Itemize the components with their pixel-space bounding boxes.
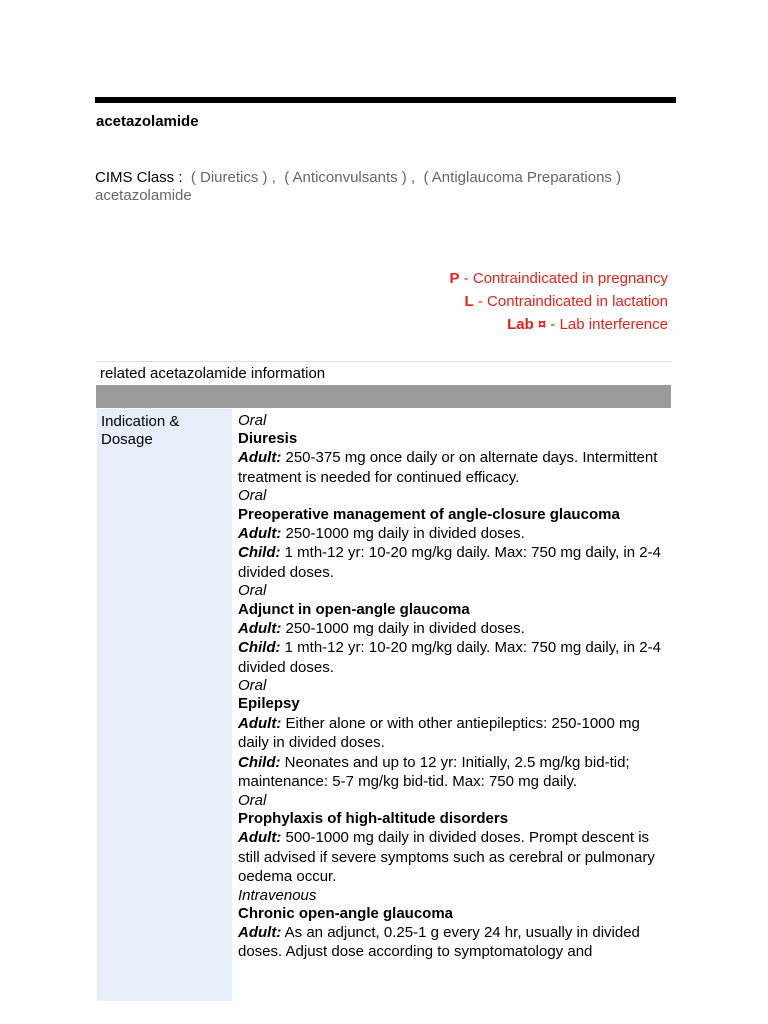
dosage-paragraph [238,543,668,582]
contraindication-legend [450,269,668,338]
dosage-text: 250-1000 mg daily in divided doses. [281,619,525,637]
class-link-diuretics[interactable]: ( Diuretics ) [190,169,268,186]
dosage-paragraph [238,828,668,887]
dosage-block [238,677,668,791]
population-label: Child: [238,544,281,562]
legend-key: Lab ¤ [507,316,547,333]
legend-pregnancy [450,269,668,292]
dosage-block [238,582,668,677]
route-label: Oral [238,791,267,809]
class-link-anticonvulsants[interactable]: ( Anticonvulsants ) [284,169,407,186]
dosage-text: 250-1000 mg daily in divided doses. [281,524,525,542]
dosage-paragraph [238,638,668,677]
population-label: Adult: [238,449,282,467]
indication-heading: Adjunct in open-angle glaucoma [238,600,470,618]
population-label: Adult: [238,714,282,732]
class-separator: , [406,169,416,186]
population-label: Adult: [238,829,282,847]
population-label: Child: [238,753,281,771]
dosage-text: 1 mth-12 yr: 10-20 mg/kg daily. Max: 750 mg daily, in 2-4 divided doses. [238,639,661,676]
indication-heading: Prophylaxis of high-altitude disorders [238,809,509,827]
route-label: Oral [238,412,267,429]
dosage-block [238,412,668,487]
indication-heading: Epilepsy [238,695,300,713]
legend-lactation [450,292,668,315]
route-label: Oral [238,487,267,505]
top-rule [95,97,676,103]
dosage-text: 500-1000 mg daily in divided doses. Prompt descent is still advised if severe symptoms such as cerebral or pulmonary oedema occur. [238,829,655,886]
population-label: Adult: [238,524,282,542]
dosage-paragraph [238,448,668,487]
dosage-text: Either alone or with other antiepileptics: 250-1000 mg daily in divided doses. [238,714,640,752]
cims-class [95,169,675,205]
dosage-paragraph [238,524,668,544]
class-link-antiglaucoma[interactable]: ( Antiglaucoma Preparations ) [423,169,622,186]
related-info-label: related acetazolamide information [100,365,326,382]
route-label: Intravenous [238,886,317,904]
route-label: Oral [238,677,267,695]
dosage-paragraph [238,923,668,962]
related-divider [96,361,672,362]
table-label-column [97,409,232,1001]
population-label: Adult: [238,619,282,637]
dosage-block [238,887,668,962]
indication-heading: Preoperative management of angle-closure glaucoma [238,505,620,523]
population-label: Adult: [238,923,282,941]
dosage-paragraph [238,619,668,639]
legend-key: L [464,293,474,310]
population-label: Child: [238,639,281,657]
class-separator: , [267,169,276,186]
indication-content [238,412,668,962]
indication-heading: Chronic open-angle glaucoma [238,904,454,922]
dosage-paragraph [238,714,668,753]
dosage-block [238,792,668,887]
dosage-text: As an adjunct, 0.25-1 g every 24 hr, usually in divided doses. Adjust dose according to symptomatology and [238,923,640,961]
dosage-text: 1 mth-12 yr: 10-20 mg/kg daily. Max: 750 mg daily, in 2-4 divided doses. [238,544,661,581]
legend-text: - Lab interference [546,316,668,333]
cims-class-subtitle: acetazolamide [95,187,192,204]
indication-dosage-label: Indication & Dosage [101,413,180,448]
route-label: Oral [238,582,267,600]
dosage-block [238,487,668,582]
dosage-paragraph [238,753,668,792]
legend-key: P [449,270,460,287]
legend-text: - Contraindicated in pregnancy [459,270,668,287]
dosage-text: Neonates and up to 12 yr: Initially, 2.5 mg/kg bid-tid; maintenance: 5-7 mg/kg bid-tid. Max: 750 mg daily. [238,753,630,791]
legend-lab [450,315,668,338]
indication-heading: Diuresis [238,430,298,448]
cims-class-label: CIMS Class : [95,169,183,186]
drug-title: acetazolamide [96,113,199,130]
table-header-bar [96,385,671,408]
legend-text: - Contraindicated in lactation [473,293,668,310]
dosage-text: 250-375 mg once daily or on alternate days. Intermittent treatment is needed for continued efficacy. [238,449,658,486]
